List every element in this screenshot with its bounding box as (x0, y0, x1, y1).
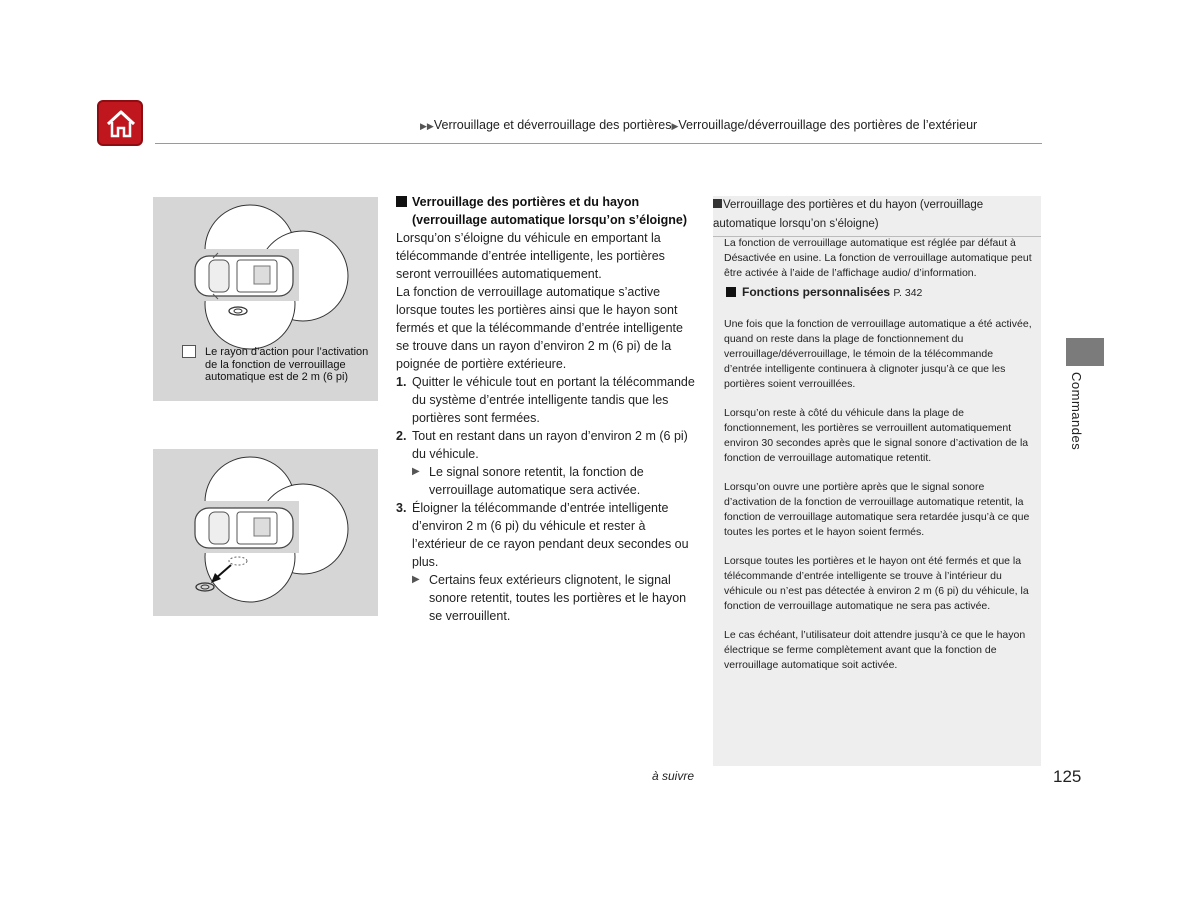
home-button[interactable] (97, 100, 143, 146)
auto-lock-leave-figure (153, 449, 378, 616)
breadcrumb-item-2[interactable]: Verrouillage/déverrouillage des portières de l’extérieur (678, 118, 978, 132)
vehicle-top-view-icon (195, 508, 293, 548)
continue-label: à suivre (652, 769, 695, 783)
breadcrumb (420, 118, 977, 132)
sidebar-paragraph: Lorsque toutes les portières et le hayon ont été fermés et que la télécommande d’entrée intelligente se trouve à l’intérieur du véhicule ou n’est pas détectée à environ 2 m (6 pi) du véhicule, la fonction de verrouillage automatique ne sera pas activée. (724, 555, 1029, 612)
sidebar-paragraph: Une fois que la fonction de verrouillage automatique a été activée, quand on reste dans la plage de fonctionnement du verrouillage/déverrouillage, le témoin de la télécommande d’entrée intelligente continuera à clignoter jusqu’à ce que les portières soient verrouillées. (724, 318, 1032, 390)
custom-settings-link[interactable]: Fonctions personnalisées P. 342 (742, 285, 1032, 301)
section-square-icon (396, 196, 407, 207)
header-divider (155, 143, 1042, 144)
step-result: ▶ Certains feux extérieurs clignotent, le signal sonore retentit, toutes les portières et le hayon se verrouillent. (412, 573, 687, 623)
step-item: 3. Éloigner la télécommande d’entrée intelligente d’environ 2 m (6 pi) du véhicule et rester à l’extérieur de ce rayon pendant deux secondes ou plus. ▶ Certains feux extérieurs clignotent, le signal sonore retentit, toutes les portières et le hayon se verrouillent. (396, 499, 696, 625)
figure-caption: Le rayon d’action pour l’activation de la fonction de verrouillage automatique est de 2 m (6 pi) (205, 346, 369, 383)
step-item: 1. Quitter le véhicule tout en portant la télécommande du système d’entrée intelligente tandis que les portières sont fermées. (396, 375, 695, 425)
sidebar-paragraph: Lorsqu’on reste à côté du véhicule dans la plage de fonctionnement, les portières se verrouillent automatiquement environ 30 secondes après que le signal sonore d’activation de la fonction de verrouillage automatique retentit. (724, 407, 1029, 464)
intro-paragraph-2: La fonction de verrouillage automatique s’active lorsque toutes les portières ainsi que le hayon sont fermés et que la télécommande d’entrée intelligente se trouve dans un rayon d’environ 2 m (6 pi) de la poignée de portière extérieure. (396, 285, 683, 371)
steps-list (396, 373, 696, 625)
breadcrumb-arrow-icon: ▶▶ (420, 121, 434, 131)
intro-paragraph-1: Lorsqu’on s’éloigne du véhicule en emportant la télécommande d’entrée intelligente, les portières seront verrouillées automatiquement. (396, 231, 665, 281)
step-item: 2. Tout en restant dans un rayon d’environ 2 m (6 pi) du véhicule. ▶ Le signal sonore retentit, la fonction de verrouillage automatique sera activée. (396, 427, 696, 499)
result-arrow-icon: ▶ (412, 466, 420, 477)
reference-icon (713, 199, 722, 208)
chapter-tab-label: Commandes (1069, 372, 1084, 451)
sidebar-paragraph: Le cas échéant, l’utilisateur doit attendre jusqu’à ce que le hayon électrique se ferme complètement avant que la fonction de verrouillage automatique soit activée. (724, 629, 1026, 671)
smart-key-icon (196, 583, 214, 591)
breadcrumb-arrow-icon: ▶ (671, 121, 679, 131)
chapter-tab[interactable] (1066, 338, 1104, 366)
breadcrumb-item-1[interactable]: Verrouillage et déverrouillage des portières (433, 118, 672, 132)
sidebar-paragraph: La fonction de verrouillage automatique est réglée par défaut à Désactivée en usine. La fonction de verrouillage automatique peut être activée à l’aide de l’affichage audio/ d’information. (724, 237, 1032, 279)
sidebar-body (724, 236, 1032, 687)
link-arrow-icon (726, 287, 736, 297)
result-arrow-icon: ▶ (412, 574, 420, 585)
caption-marker (182, 345, 196, 358)
vehicle-top-view-icon (195, 253, 293, 299)
main-content (396, 193, 696, 625)
sidebar-heading: Verrouillage des portières et du hayon (verrouillage automatique lorsqu’on s’éloigne) (713, 196, 1041, 237)
vehicle-leaving-range-diagram (153, 449, 378, 616)
section-title: Verrouillage des portières et du hayon (verrouillage automatique lorsqu’on s’éloigne) (396, 193, 696, 229)
page-number: 125 (1053, 767, 1082, 786)
step-result: ▶ Le signal sonore retentit, la fonction de verrouillage automatique sera activée. (412, 465, 644, 497)
home-icon (104, 107, 138, 141)
sidebar-paragraph: Lorsqu’on ouvre une portière après que le signal sonore d’activation de la fonction de verrouillage automatique retentit, la fonction de verrouillage automatique sera retardée jusqu’à ce que toutes les portes et le hayon soient fermés. (724, 481, 1030, 538)
